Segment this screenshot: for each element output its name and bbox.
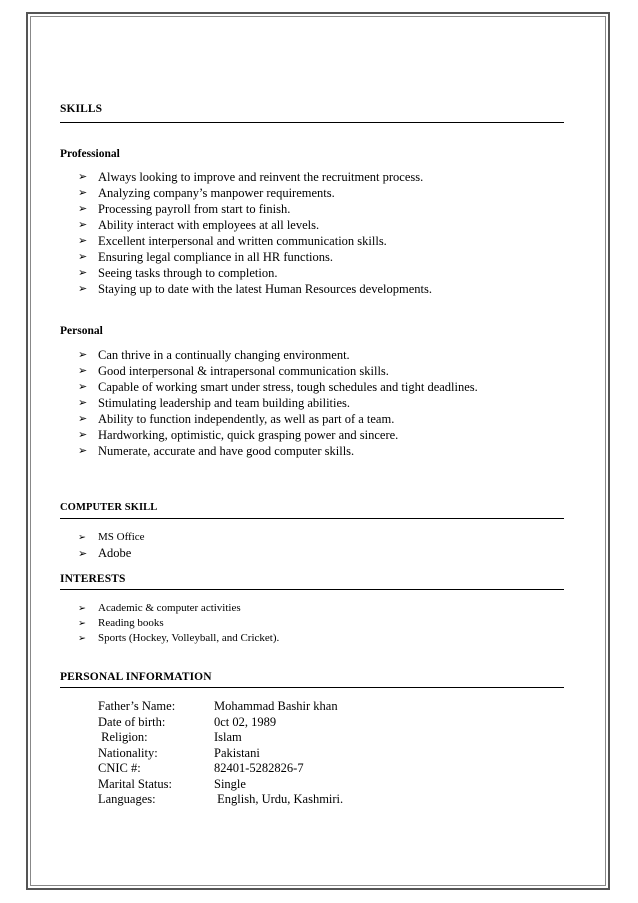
list-item: ➢ Good interpersonal & intrapersonal communication skills. bbox=[78, 364, 389, 378]
computer-skill-heading: COMPUTER SKILL bbox=[60, 502, 158, 513]
arrow-bullet-icon: ➢ bbox=[78, 618, 86, 629]
info-row-languages: Languages: English, Urdu, Kashmiri. bbox=[98, 792, 344, 806]
list-item: ➢ Hardworking, optimistic, quick grasping power and sincere. bbox=[78, 428, 399, 442]
list-item: ➢ Numerate, accurate and have good computer skills. bbox=[78, 444, 355, 458]
personal-information-rule bbox=[60, 687, 564, 688]
list-item: ➢ Staying up to date with the latest Human Resources developments. bbox=[78, 282, 432, 296]
arrow-bullet-icon: ➢ bbox=[78, 234, 88, 247]
list-item: ➢ Ability interact with employees at all levels. bbox=[78, 218, 320, 232]
arrow-bullet-icon: ➢ bbox=[78, 532, 86, 543]
arrow-bullet-icon: ➢ bbox=[78, 348, 88, 361]
list-item: ➢ Can thrive in a continually changing environment. bbox=[78, 348, 350, 362]
info-row-marital-status: Marital Status: Single bbox=[98, 776, 246, 791]
arrow-bullet-icon: ➢ bbox=[78, 380, 88, 393]
skills-heading: SKILLS bbox=[60, 103, 103, 115]
professional-subheading: Professional bbox=[60, 148, 120, 160]
info-row-cnic: CNIC #: 82401-5282826-7 bbox=[98, 761, 304, 775]
list-item: ➢ Stimulating leadership and team building abilities. bbox=[78, 396, 351, 410]
arrow-bullet-icon: ➢ bbox=[78, 202, 88, 215]
arrow-bullet-icon: ➢ bbox=[78, 266, 88, 279]
info-row-date-of-birth: Date of birth: 0ct 02, 1989 bbox=[98, 714, 277, 729]
list-item: ➢ Sports (Hockey, Volleyball, and Cricket). bbox=[78, 632, 280, 644]
arrow-bullet-icon: ➢ bbox=[78, 547, 88, 560]
computer-skill-rule bbox=[60, 518, 564, 519]
list-item: ➢ Adobe bbox=[78, 546, 132, 560]
arrow-bullet-icon: ➢ bbox=[78, 396, 88, 409]
arrow-bullet-icon: ➢ bbox=[78, 633, 86, 644]
arrow-bullet-icon: ➢ bbox=[78, 603, 86, 614]
arrow-bullet-icon: ➢ bbox=[78, 364, 88, 377]
info-row-religion: Religion: Islam bbox=[98, 730, 242, 744]
list-item: ➢ Processing payroll from start to finish. bbox=[78, 202, 291, 216]
arrow-bullet-icon: ➢ bbox=[78, 428, 88, 441]
computer-skill-list bbox=[78, 530, 145, 562]
list-item: ➢ Analyzing company’s manpower requirements. bbox=[78, 186, 335, 200]
arrow-bullet-icon: ➢ bbox=[78, 186, 88, 199]
personal-list bbox=[78, 347, 478, 459]
list-item: ➢ Academic & computer activities bbox=[78, 602, 241, 614]
arrow-bullet-icon: ➢ bbox=[78, 250, 88, 263]
interests-rule bbox=[60, 589, 564, 590]
professional-list bbox=[78, 169, 432, 297]
personal-information-heading: PERSONAL INFORMATION bbox=[60, 671, 212, 683]
arrow-bullet-icon: ➢ bbox=[78, 282, 88, 295]
arrow-bullet-icon: ➢ bbox=[78, 412, 88, 425]
list-item: ➢ Capable of working smart under stress, tough schedules and tight deadlines. bbox=[78, 380, 478, 394]
arrow-bullet-icon: ➢ bbox=[78, 170, 88, 183]
list-item: ➢ MS Office bbox=[78, 531, 145, 543]
skills-rule bbox=[60, 122, 564, 123]
list-item: ➢ Reading books bbox=[78, 617, 164, 629]
list-item: ➢ Ensuring legal compliance in all HR functions. bbox=[78, 250, 334, 264]
list-item: ➢ Always looking to improve and reinvent the recruitment process. bbox=[78, 170, 424, 184]
personal-information-table bbox=[98, 699, 343, 808]
info-row-nationality: Nationality: Pakistani bbox=[98, 745, 260, 760]
interests-list bbox=[78, 601, 279, 646]
arrow-bullet-icon: ➢ bbox=[78, 218, 88, 231]
arrow-bullet-icon: ➢ bbox=[78, 444, 88, 457]
list-item: ➢ Ability to function independently, as well as part of a team. bbox=[78, 412, 395, 426]
personal-subheading: Personal bbox=[60, 325, 103, 337]
list-item: ➢ Excellent interpersonal and written communication skills. bbox=[78, 234, 387, 248]
list-item: ➢ Seeing tasks through to completion. bbox=[78, 266, 278, 280]
interests-heading: INTERESTS bbox=[60, 573, 126, 585]
info-row-fathers-name: Father’s Name: Mohammad Bashir khan bbox=[98, 699, 338, 713]
